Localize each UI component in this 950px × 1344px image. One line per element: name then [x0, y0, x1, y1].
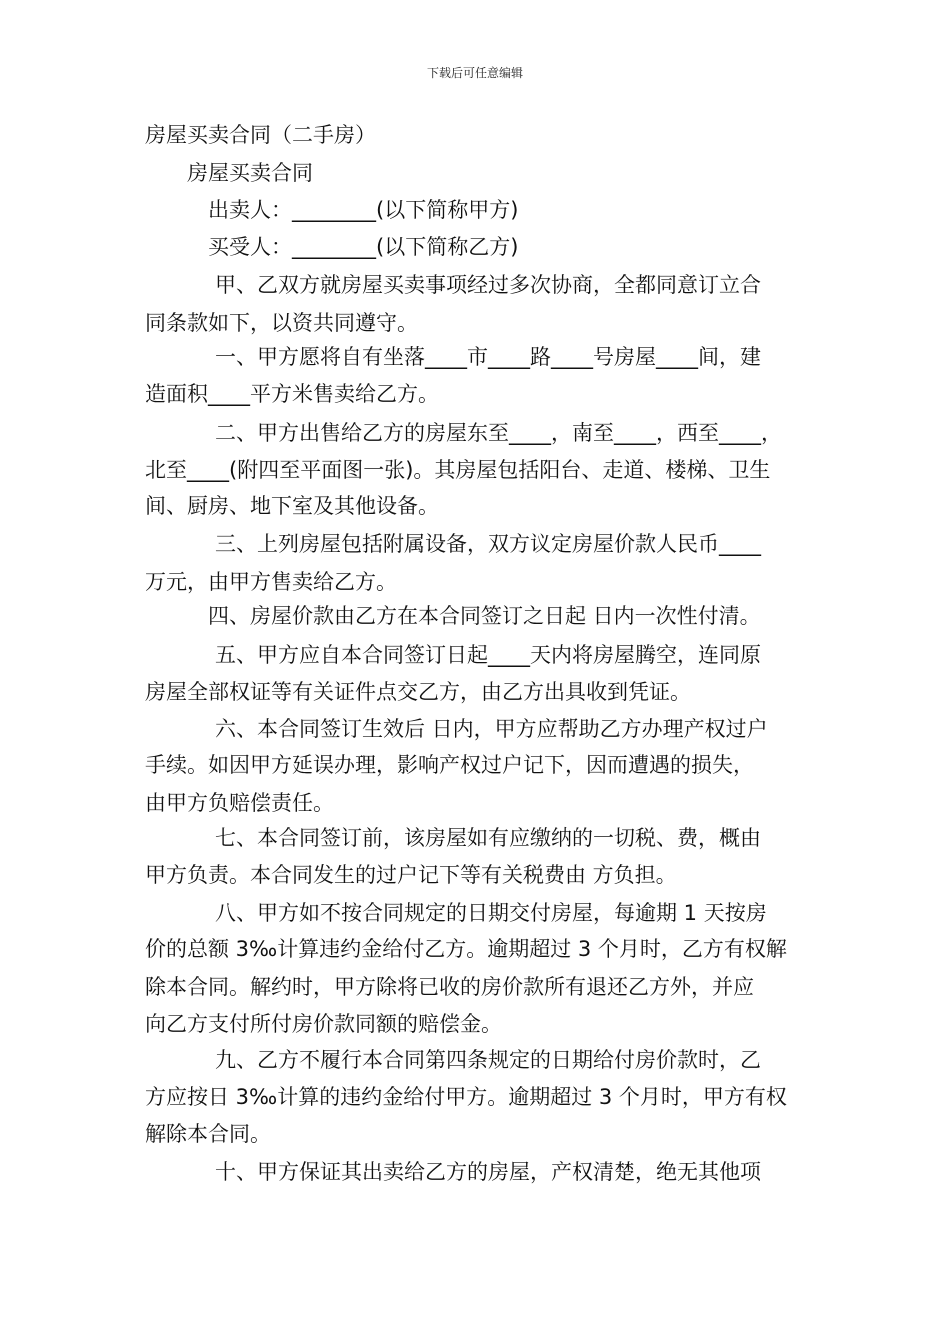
body-line: 间、厨房、地下室及其他设备。: [145, 494, 439, 518]
body-line: 手续。如因甲方延误办理，影响产权过户记下，因而遭遇的损失，: [145, 753, 754, 777]
body-line: 北至____(附四至平面图一张)。其房屋包括阳台、走道、楼梯、卫生: [145, 458, 771, 482]
body-line: 除本合同。解约时，甲方除将已收的房价款所有退还乙方外，并应: [145, 975, 754, 999]
body-line: 万元，由甲方售卖给乙方。: [145, 570, 397, 594]
body-line: 二、甲方出售给乙方的房屋东至____，南至____，西至____，: [215, 421, 782, 445]
contract-subtitle: 房屋买卖合同: [187, 161, 313, 185]
body-line: 解除本合同。: [145, 1122, 271, 1146]
body-line: 十、甲方保证其出卖给乙方的房屋，产权清楚，绝无其他项: [215, 1160, 761, 1184]
body-line: 方应按日 3‰计算的违约金给付甲方。逾期超过 3 个月时，甲方有权: [145, 1085, 787, 1109]
body-line: 甲、乙双方就房屋买卖事项经过多次协商，全都同意订立合: [215, 273, 761, 297]
body-line: 六、本合同签订生效后 日内，甲方应帮助乙方办理产权过户: [215, 717, 768, 741]
buyer-line: 买受人：________(以下简称乙方): [208, 235, 519, 259]
body-line: 造面积____平方米售卖给乙方。: [145, 382, 439, 406]
body-line: 由甲方负赔偿责任。: [145, 791, 334, 815]
body-line: 四、房屋价款由乙方在本合同签订之日起 日内一次性付清。: [208, 604, 761, 628]
seller-line: 出卖人：________(以下简称甲方): [208, 198, 519, 222]
body-line: 五、甲方应自本合同签订日起____天内将房屋腾空，连同原: [215, 643, 761, 667]
body-line: 房屋全部权证等有关证件点交乙方，由乙方出具收到凭证。: [145, 680, 691, 704]
body-line: 七、本合同签订前，该房屋如有应缴纳的一切税、费，概由: [215, 826, 761, 850]
page-header: 下载后可任意编辑: [426, 66, 523, 80]
body-line: 三、上列房屋包括附属设备，双方议定房屋价款人民币____: [215, 532, 761, 556]
body-line: 一、甲方愿将自有坐落____市____路____号房屋____间，建: [215, 345, 761, 369]
body-line: 向乙方支付所付房价款同额的赔偿金。: [145, 1012, 502, 1036]
body-line: 八、甲方如不按合同规定的日期交付房屋，每逾期 1 天按房: [215, 901, 767, 925]
body-line: 价的总额 3‰计算违约金给付乙方。逾期超过 3 个月时，乙方有权解: [145, 937, 787, 961]
body-line: 同条款如下，以资共同遵守。: [145, 311, 418, 335]
document-title: 房屋买卖合同（二手房）: [145, 123, 376, 147]
body-line: 九、乙方不履行本合同第四条规定的日期给付房价款时，乙: [215, 1048, 761, 1072]
body-line: 甲方负责。本合同发生的过户记下等有关税费由 方负担。: [145, 863, 677, 887]
